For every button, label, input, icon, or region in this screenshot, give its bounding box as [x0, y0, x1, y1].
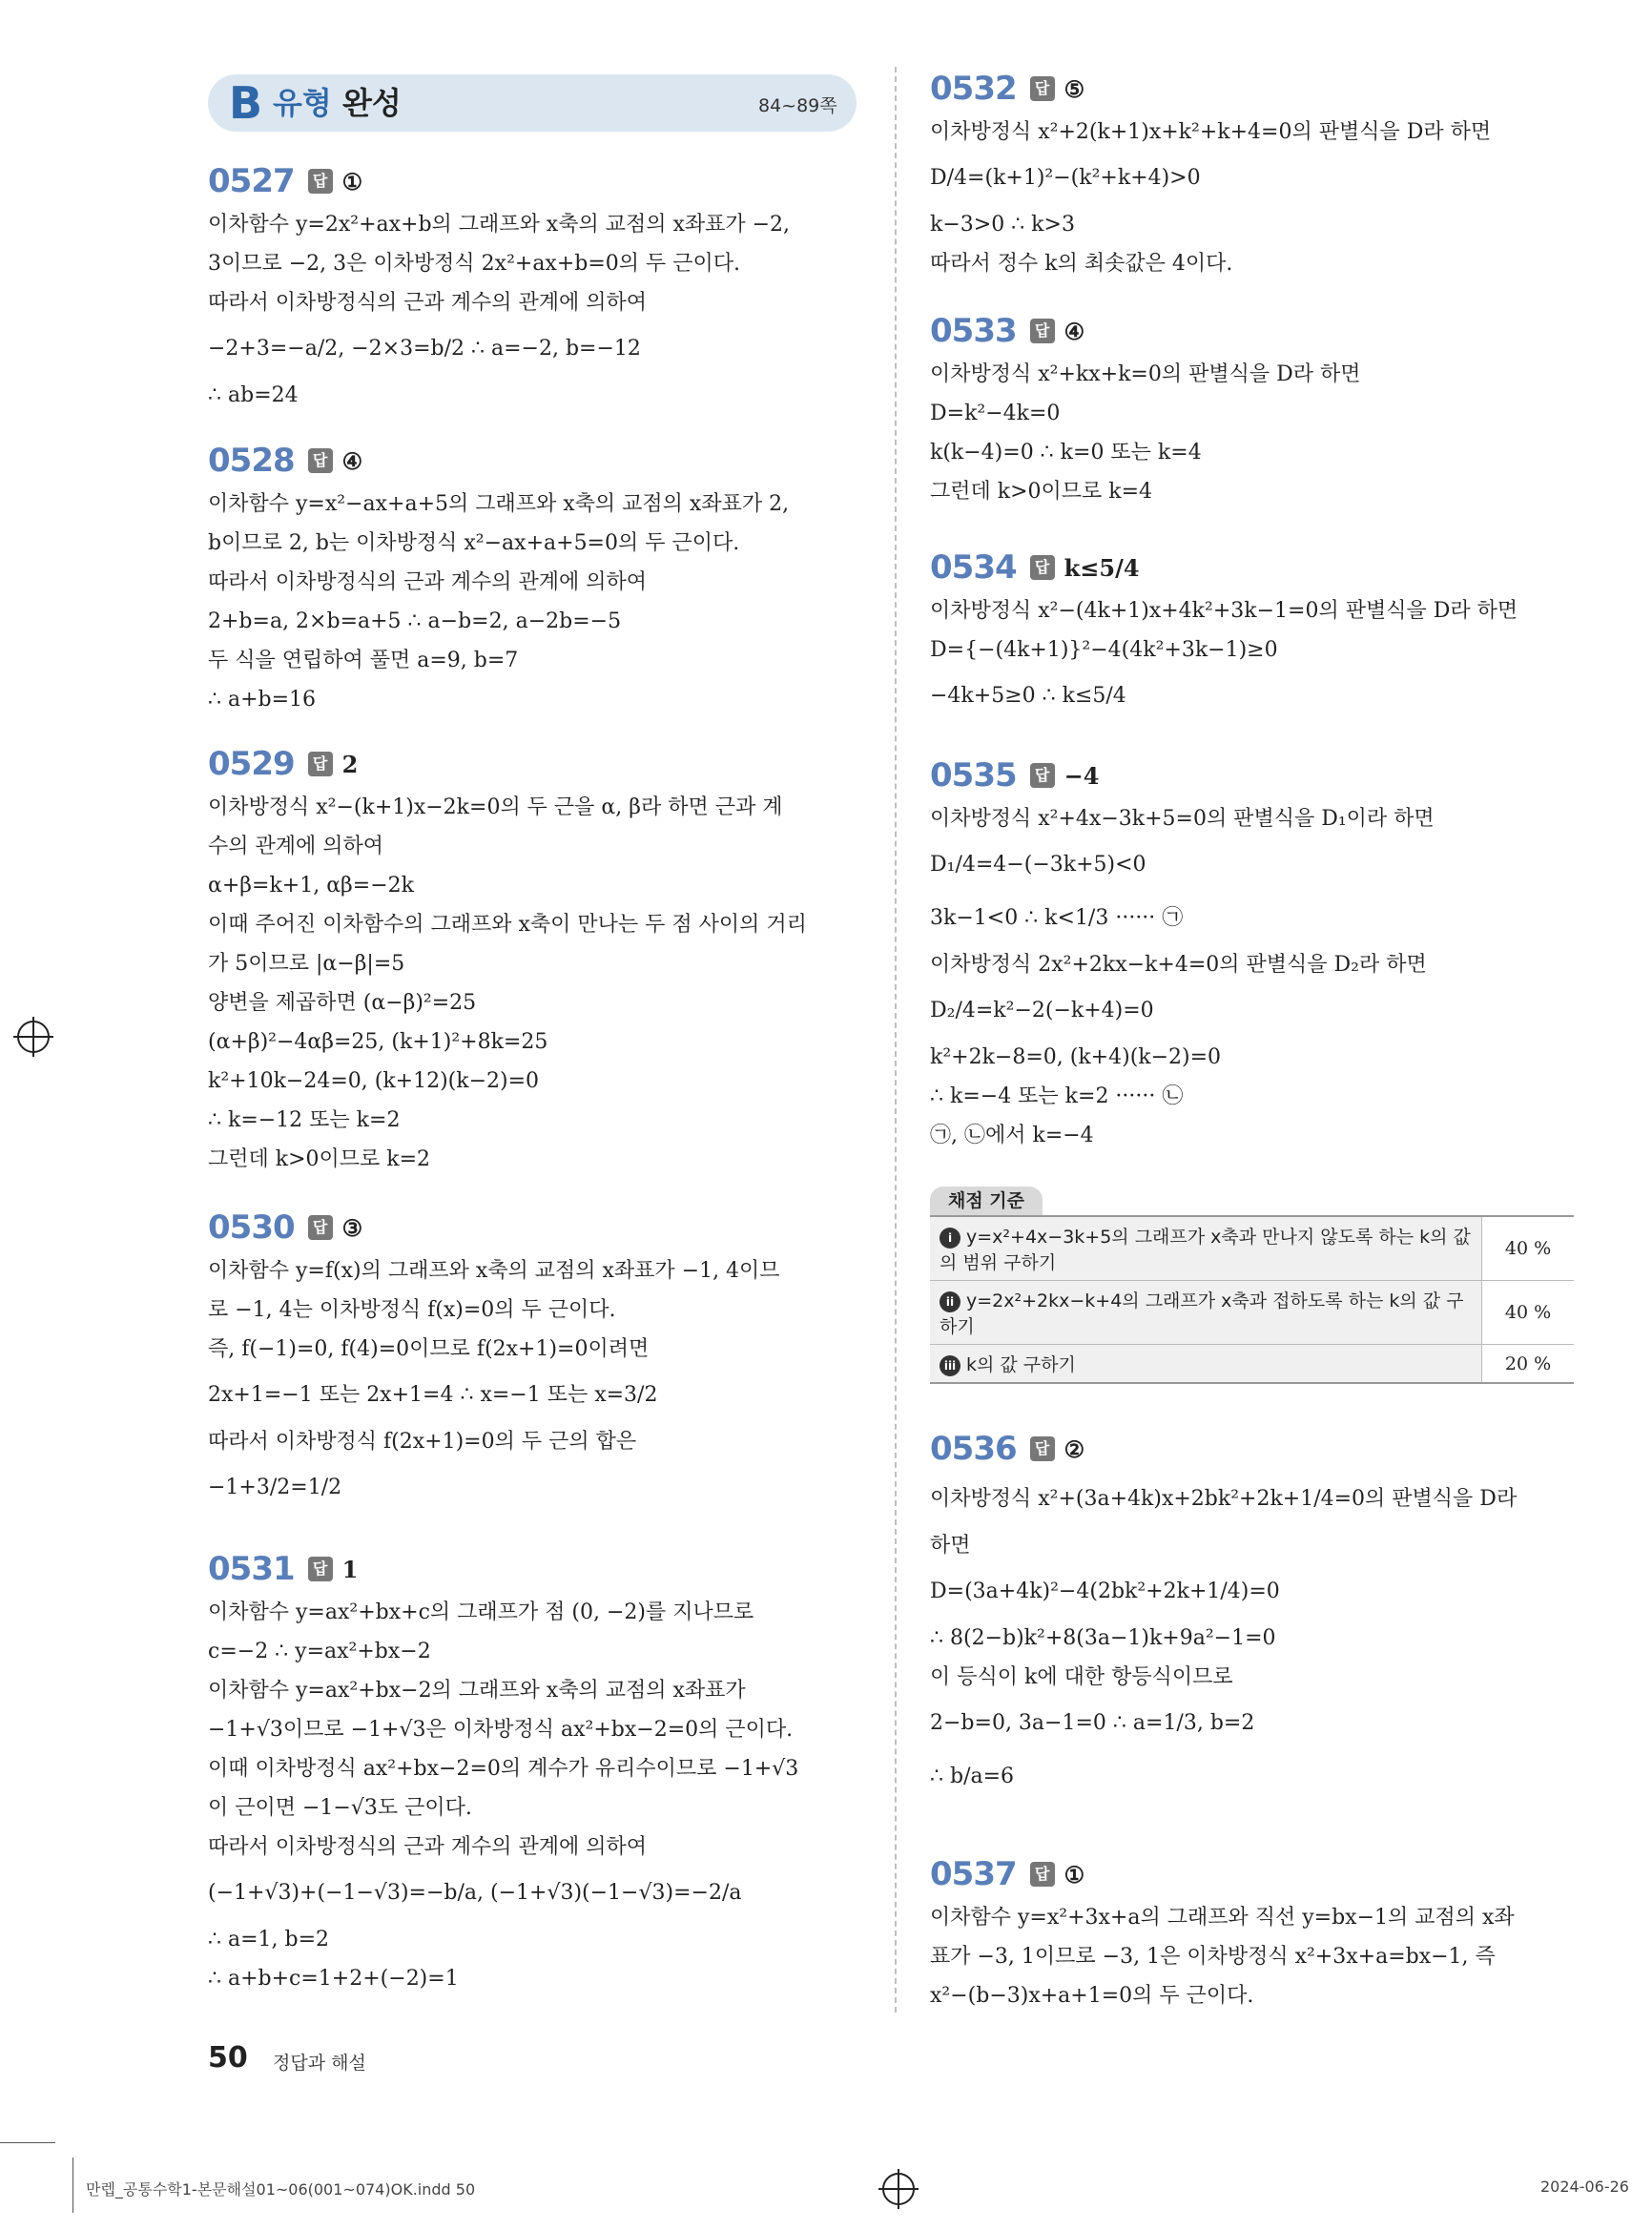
problem-number: 0530: [208, 1208, 295, 1247]
solution-line: ㉠, ㉡에서 k=−4: [930, 1124, 1094, 1147]
solution-line: 이차방정식 2x²+2kx−k+4=0의 판별식을 D₂라 하면: [930, 953, 1427, 977]
problem-number: 0535: [930, 756, 1017, 795]
crop-mark: [72, 2158, 73, 2213]
problem-header: [930, 752, 1598, 799]
solution-line: 이차방정식 x²−(4k+1)x+4k²+3k−1=0의 판별식을 D라 하면: [930, 599, 1518, 623]
rubric-row: [930, 1216, 1574, 1281]
rubric-table: [930, 1215, 1574, 1384]
solution-line: −1+√3이므로 −1+√3은 이차방정식 ax²+bx−2=0의 근이다.: [208, 1718, 794, 1742]
problem-0532: [930, 65, 1598, 283]
problem-0529: [208, 740, 866, 1179]
answer-value: ⑤: [1063, 74, 1085, 103]
rubric-text: y=2x²+2kx−k+4의 그래프가 x축과 접하도록 하는 k의 값 구하기: [940, 1291, 1464, 1337]
solution-line: ∴ a+b=16: [208, 688, 317, 712]
problem-header: [208, 437, 866, 485]
answer-value: ③: [341, 1213, 363, 1242]
answer-value: k≤5/4: [1063, 553, 1140, 582]
rubric-row: [930, 1281, 1574, 1345]
problem-number: 0536: [930, 1430, 1017, 1468]
solution-line: 따라서 이차방정식의 근과 계수의 관계에 의하여: [208, 291, 648, 315]
step-badge: i: [940, 1228, 960, 1249]
solution-line: 수의 관계에 의하여: [208, 835, 384, 858]
answer-tag: 답: [1030, 76, 1055, 101]
registration-mark-icon: [17, 1021, 50, 1053]
problem-number: 0533: [930, 312, 1017, 350]
problem-0530: [208, 1204, 866, 1515]
solution-line: 이차함수 y=x²+3x+a의 그래프와 직선 y=bx−1의 교점의 x좌: [930, 1906, 1515, 1930]
section-title: [273, 84, 402, 122]
problem-header: [930, 307, 1598, 355]
solution-line: (α+β)²−4αβ=25, (k+1)²+8k=25: [208, 1030, 548, 1054]
solution-line: 두 식을 연립하여 풀면 a=9, b=7: [208, 649, 519, 672]
problem-header: [930, 65, 1598, 113]
problem-number: 0534: [930, 548, 1017, 587]
rubric-row: [930, 1345, 1574, 1384]
answer-tag: 답: [308, 1215, 333, 1240]
answer-value: ①: [341, 167, 363, 196]
rubric-percent: 40 %: [1482, 1216, 1575, 1281]
rubric-percent: 20 %: [1482, 1345, 1575, 1384]
problem-0533: [930, 307, 1598, 511]
registration-mark-icon: [882, 2173, 915, 2205]
step-badge: iii: [940, 1355, 960, 1376]
rubric-percent: 40 %: [1482, 1281, 1575, 1345]
problem-number: 0529: [208, 745, 295, 783]
solution-line: k²+2k−8=0, (k+4)(k−2)=0: [930, 1045, 1222, 1069]
section-letter: B: [229, 77, 263, 129]
solution-line: D=(3a+4k)²−4(2bk²+2k+1/4)=0: [930, 1580, 1280, 1603]
solution-line: 이차방정식 x²+4x−3k+5=0의 판별식을 D₁이라 하면: [930, 807, 1435, 831]
rubric-text: y=x²+4x−3k+5의 그래프가 x축과 만나지 않도록 하는 k의 값의 범위 구하기: [940, 1227, 1471, 1273]
section-title-complete: 완성: [331, 85, 402, 121]
problem-header: [930, 1850, 1598, 1898]
solution-line: 따라서 정수 k의 최솟값은 4이다.: [930, 252, 1233, 276]
solution-line: −1+3/2=1/2: [208, 1476, 342, 1499]
answer-tag: 답: [308, 169, 333, 194]
solution-line: D₁/4=4−(−3k+5)<0: [930, 853, 1146, 877]
solution-line: D={−(4k+1)}²−4(4k²+3k−1)≥0: [930, 638, 1278, 662]
solution-line: 2+b=a, 2×b=a+5 ∴ a−b=2, a−2b=−5: [208, 609, 622, 633]
section-title-type: 유형: [273, 85, 332, 121]
solution-line: 이차방정식 x²−(k+1)x−2k=0의 두 근을 α, β라 하면 근과 계: [208, 795, 783, 819]
problem-0527: [208, 157, 866, 415]
solution-line: 즉, f(−1)=0, f(4)=0이므로 f(2x+1)=0이려면: [208, 1337, 650, 1361]
solution-line: D=k²−4k=0: [930, 402, 1061, 425]
solution-line: 이 근이면 −1−√3도 근이다.: [208, 1796, 472, 1820]
solution-line: 이차함수 y=ax²+bx−2의 그래프와 x축의 교점의 x좌표가: [208, 1679, 746, 1703]
solution-line: k−3>0 ∴ k>3: [930, 213, 1075, 237]
solution-line: ∴ a+b+c=1+2+(−2)=1: [208, 1967, 459, 1991]
solution-line: k²+10k−24=0, (k+12)(k−2)=0: [208, 1069, 540, 1093]
problem-0535: [930, 752, 1598, 1155]
answer-tag: 답: [1030, 319, 1055, 343]
solution-line: 이차함수 y=x²−ax+a+5의 그래프와 x축의 교점의 x좌표가 2,: [208, 492, 790, 516]
solution-line: 그런데 k>0이므로 k=4: [930, 480, 1153, 504]
solution-line: 2x+1=−1 또는 2x+1=4 ∴ x=−1 또는 x=3/2: [208, 1383, 658, 1407]
problem-0537: [930, 1850, 1598, 2015]
solution-line: α+β=k+1, αβ=−2k: [208, 874, 414, 898]
solution-line: ∴ a=1, b=2: [208, 1928, 330, 1951]
problem-header: [208, 157, 866, 205]
solution-line: 따라서 이차방정식의 근과 계수의 관계에 의하여: [208, 1835, 648, 1859]
solution-line: 3k−1<0 ∴ k<1/3 ······ ㉠: [930, 906, 1184, 930]
rubric-title: 채점 기준: [930, 1187, 1043, 1215]
solution-line: 이차함수 y=ax²+bx+c의 그래프가 점 (0, −2)를 지나므로: [208, 1600, 754, 1624]
answer-tag: 답: [1030, 1862, 1055, 1887]
solution-line: ∴ k=−12 또는 k=2: [208, 1108, 401, 1132]
page-footer-label: 정답과 해설: [273, 2053, 366, 2074]
solution-line: ∴ b/a=6: [930, 1765, 1015, 1788]
problem-header: [208, 740, 866, 788]
problem-number: 0537: [930, 1855, 1017, 1893]
solution-line: 가 5이므로 |α−β|=5: [208, 952, 405, 976]
answer-value: ①: [1063, 1860, 1085, 1889]
problem-number: 0531: [208, 1550, 295, 1588]
problem-header: [930, 544, 1598, 591]
solution-line: 3이므로 −2, 3은 이차방정식 2x²+ax+b=0의 두 근이다.: [208, 252, 741, 276]
solution-line: 이때 이차방정식 ax²+bx−2=0의 계수가 유리수이므로 −1+√3: [208, 1757, 799, 1781]
solution-line: c=−2 ∴ y=ax²+bx−2: [208, 1640, 431, 1663]
crop-mark: [0, 2142, 55, 2143]
problem-0528: [208, 437, 866, 719]
solution-line: 이차방정식 x²+2(k+1)x+k²+k+4=0의 판별식을 D라 하면: [930, 120, 1492, 144]
rubric-criterion: [930, 1281, 1482, 1345]
rubric-text: k의 값 구하기: [966, 1354, 1076, 1375]
solution-line: 이차방정식 x²+kx+k=0의 판별식을 D라 하면: [930, 362, 1361, 386]
answer-value: 1: [341, 1555, 359, 1583]
problem-number: 0527: [208, 162, 295, 200]
rubric-criterion: [930, 1345, 1482, 1384]
solution-line: 양변을 제곱하면 (α−β)²=25: [208, 991, 477, 1015]
problem-0531: [208, 1545, 866, 1998]
solution-line: b이므로 2, b는 이차방정식 x²−ax+a+5=0의 두 근이다.: [208, 531, 740, 555]
solution-line: ∴ ab=24: [208, 383, 299, 407]
solution-line: 2−b=0, 3a−1=0 ∴ a=1/3, b=2: [930, 1711, 1255, 1735]
solution-line: 이차방정식 x²+(3a+4k)x+2bk²+2k+1/4=0의 판별식을 D라: [930, 1487, 1518, 1511]
solution-line: ∴ 8(2−b)k²+8(3a−1)k+9a²−1=0: [930, 1626, 1276, 1650]
answer-value: ②: [1063, 1435, 1085, 1463]
problem-0534: [930, 544, 1598, 723]
solution-line: k(k−4)=0 ∴ k=0 또는 k=4: [930, 441, 1202, 465]
solution-line: 이 등식이 k에 대한 항등식이므로: [930, 1665, 1233, 1689]
problem-0536: [930, 1425, 1598, 1804]
problem-header: [208, 1545, 866, 1593]
solution-line: D₂/4=k²−2(−k+4)=0: [930, 999, 1154, 1022]
rubric-criterion: [930, 1216, 1482, 1281]
solution-line: −2+3=−a/2, −2×3=b/2 ∴ a=−2, b=−12: [208, 337, 641, 361]
page-number: 50: [208, 2041, 248, 2075]
column-divider: [895, 67, 897, 2013]
solution-line: −4k+5≥0 ∴ k≤5/4: [930, 684, 1126, 708]
answer-value: ④: [341, 446, 363, 475]
answer-tag: 답: [1030, 763, 1055, 788]
answer-value: 2: [341, 750, 359, 778]
answer-value: −4: [1063, 761, 1100, 790]
solution-line: 로 −1, 4는 이차방정식 f(x)=0의 두 근이다.: [208, 1298, 616, 1322]
solution-line: 하면: [930, 1534, 971, 1558]
solution-line: 표가 −3, 1이므로 −3, 1은 이차방정식 x²+3x+a=bx−1, 즉: [930, 1945, 1496, 1969]
solution-line: 이차함수 y=f(x)의 그래프와 x축의 교점의 x좌표가 −1, 4이므: [208, 1259, 780, 1283]
answer-tag: 답: [308, 448, 333, 473]
print-slug-date: 2024-06-26: [1540, 2178, 1629, 2196]
solution-line: ∴ k=−4 또는 k=2 ······ ㉡: [930, 1084, 1184, 1108]
solution-line: D/4=(k+1)²−(k²+k+4)>0: [930, 166, 1201, 190]
problem-header: [208, 1204, 866, 1251]
solution-line: 이차함수 y=2x²+ax+b의 그래프와 x축의 교점의 x좌표가 −2,: [208, 213, 791, 237]
answer-tag: 답: [1030, 1436, 1055, 1461]
solution-line: x²−(b−3)x+a+1=0의 두 근이다.: [930, 1984, 1254, 2008]
answer-tag: 답: [1030, 555, 1055, 580]
solution-line: 그런데 k>0이므로 k=2: [208, 1147, 431, 1171]
answer-tag: 답: [308, 752, 333, 776]
solution-line: 따라서 이차방정식의 근과 계수의 관계에 의하여: [208, 570, 648, 594]
solution-line: 이때 주어진 이차함수의 그래프와 x축이 만나는 두 점 사이의 거리: [208, 913, 807, 937]
answer-tag: 답: [308, 1557, 333, 1581]
answer-value: ④: [1063, 317, 1085, 345]
problem-number: 0532: [930, 70, 1017, 108]
solution-line: 따라서 이차방정식 f(2x+1)=0의 두 근의 합은: [208, 1430, 637, 1454]
section-page-range: 84~89쪽: [758, 95, 837, 116]
step-badge: ii: [940, 1291, 960, 1312]
problem-header: [930, 1425, 1598, 1473]
problem-number: 0528: [208, 442, 295, 480]
solution-line: (−1+√3)+(−1−√3)=−b/a, (−1+√3)(−1−√3)=−2/a: [208, 1881, 742, 1905]
print-slug-file: 만렙_공통수학1-본문해설01~06(001~074)OK.indd 50: [86, 2180, 476, 2199]
